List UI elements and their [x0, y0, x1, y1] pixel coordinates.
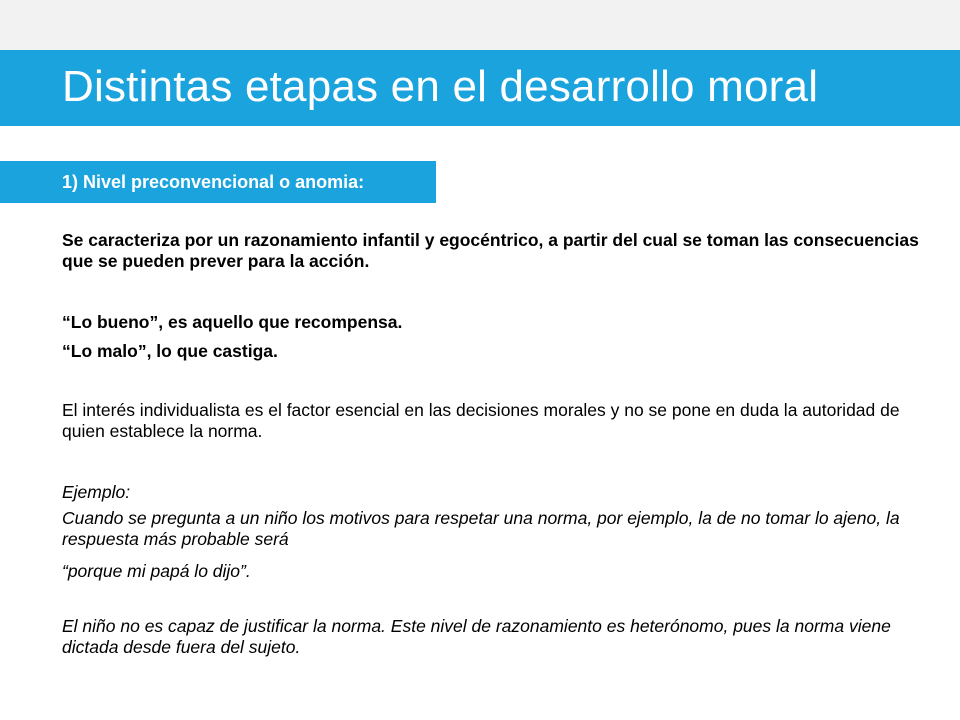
- slide-title: Distintas etapas en el desarrollo moral: [62, 62, 819, 111]
- bad-definition: “Lo malo”, lo que castiga.: [62, 341, 278, 361]
- example-label: Ejemplo:: [62, 482, 131, 502]
- conclusion-paragraph: El niño no es capaz de justificar la norma. Este nivel de razonamiento es heterónomo, pues la norma viene dictada desde fuera del sujeto.: [62, 616, 891, 657]
- example-quote: “porque mi papá lo dijo”.: [62, 561, 251, 581]
- intro-paragraph: Se caracteriza por un razonamiento infantil y egocéntrico, a partir del cual se toman las consecuencias que se pueden prever para la acción.: [62, 230, 919, 271]
- subheader-label: 1) Nivel preconvencional o anomia:: [62, 172, 365, 192]
- good-definition: “Lo bueno”, es aquello que recompensa.: [62, 312, 403, 332]
- top-band: [0, 0, 960, 50]
- example-text: Cuando se pregunta a un niño los motivos para respetar una norma, por ejemplo, la de no tomar lo ajeno, la respuesta más probable será: [62, 508, 900, 549]
- interest-paragraph: El interés individualista es el factor esencial en las decisiones morales y no se pone en duda la autoridad de quien establece la norma.: [62, 400, 900, 441]
